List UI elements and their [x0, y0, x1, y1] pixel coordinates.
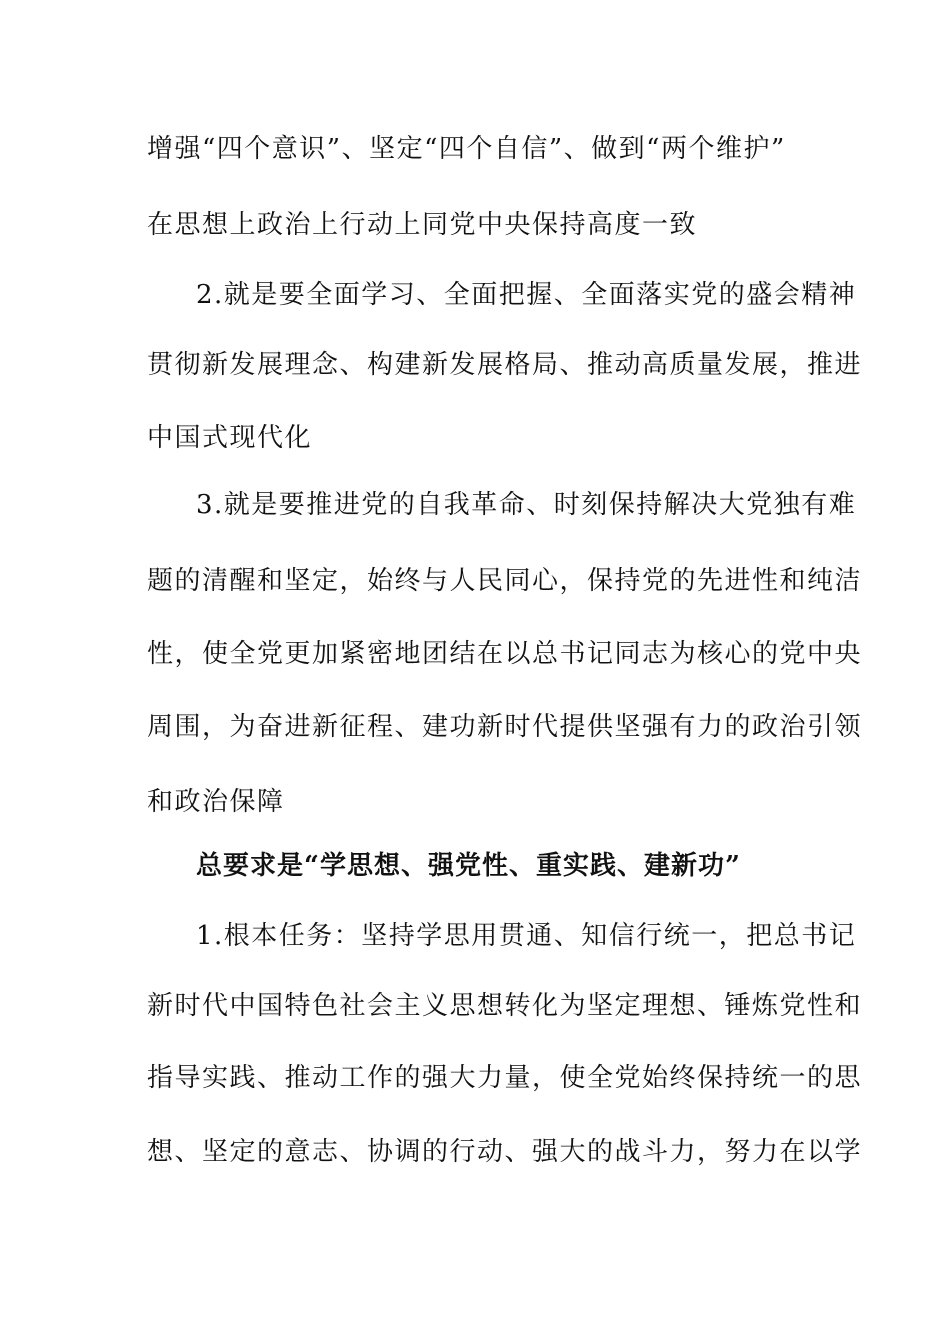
section-heading: 总要求是“学思想、强党性、重实践、建新功” [196, 851, 741, 881]
paragraph-line: 指导实践、推动工作的强大力量，使全党始终保持统一的思 [147, 1063, 863, 1093]
paragraph-line: 在思想上政治上行动上同党中央保持高度一致 [147, 210, 698, 240]
paragraph-line: 3.就是要推进党的自我革命、时刻保持解决大党独有难 [196, 490, 857, 520]
paragraph-line: 增强“四个意识”、坚定“四个自信”、做到“两个维护” [147, 134, 786, 164]
paragraph-line: 中国式现代化 [147, 423, 313, 453]
paragraph-line: 周围，为奋进新征程、建功新时代提供坚强有力的政治引领 [147, 712, 863, 742]
paragraph-line: 和政治保障 [147, 787, 285, 817]
paragraph-line: 2.就是要全面学习、全面把握、全面落实党的盛会精神 [196, 280, 857, 310]
paragraph-line: 1.根本任务：坚持学思用贯通、知信行统一，把总书记 [196, 921, 857, 951]
paragraph-line: 贯彻新发展理念、构建新发展格局、推动高质量发展，推进 [147, 350, 863, 380]
paragraph-line: 想、坚定的意志、协调的行动、强大的战斗力，努力在以学 [147, 1137, 863, 1167]
paragraph-line: 性，使全党更加紧密地团结在以总书记同志为核心的党中央 [147, 639, 863, 669]
paragraph-line: 题的清醒和坚定，始终与人民同心，保持党的先进性和纯洁 [147, 566, 863, 596]
paragraph-line: 新时代中国特色社会主义思想转化为坚定理想、锤炼党性和 [147, 991, 863, 1021]
